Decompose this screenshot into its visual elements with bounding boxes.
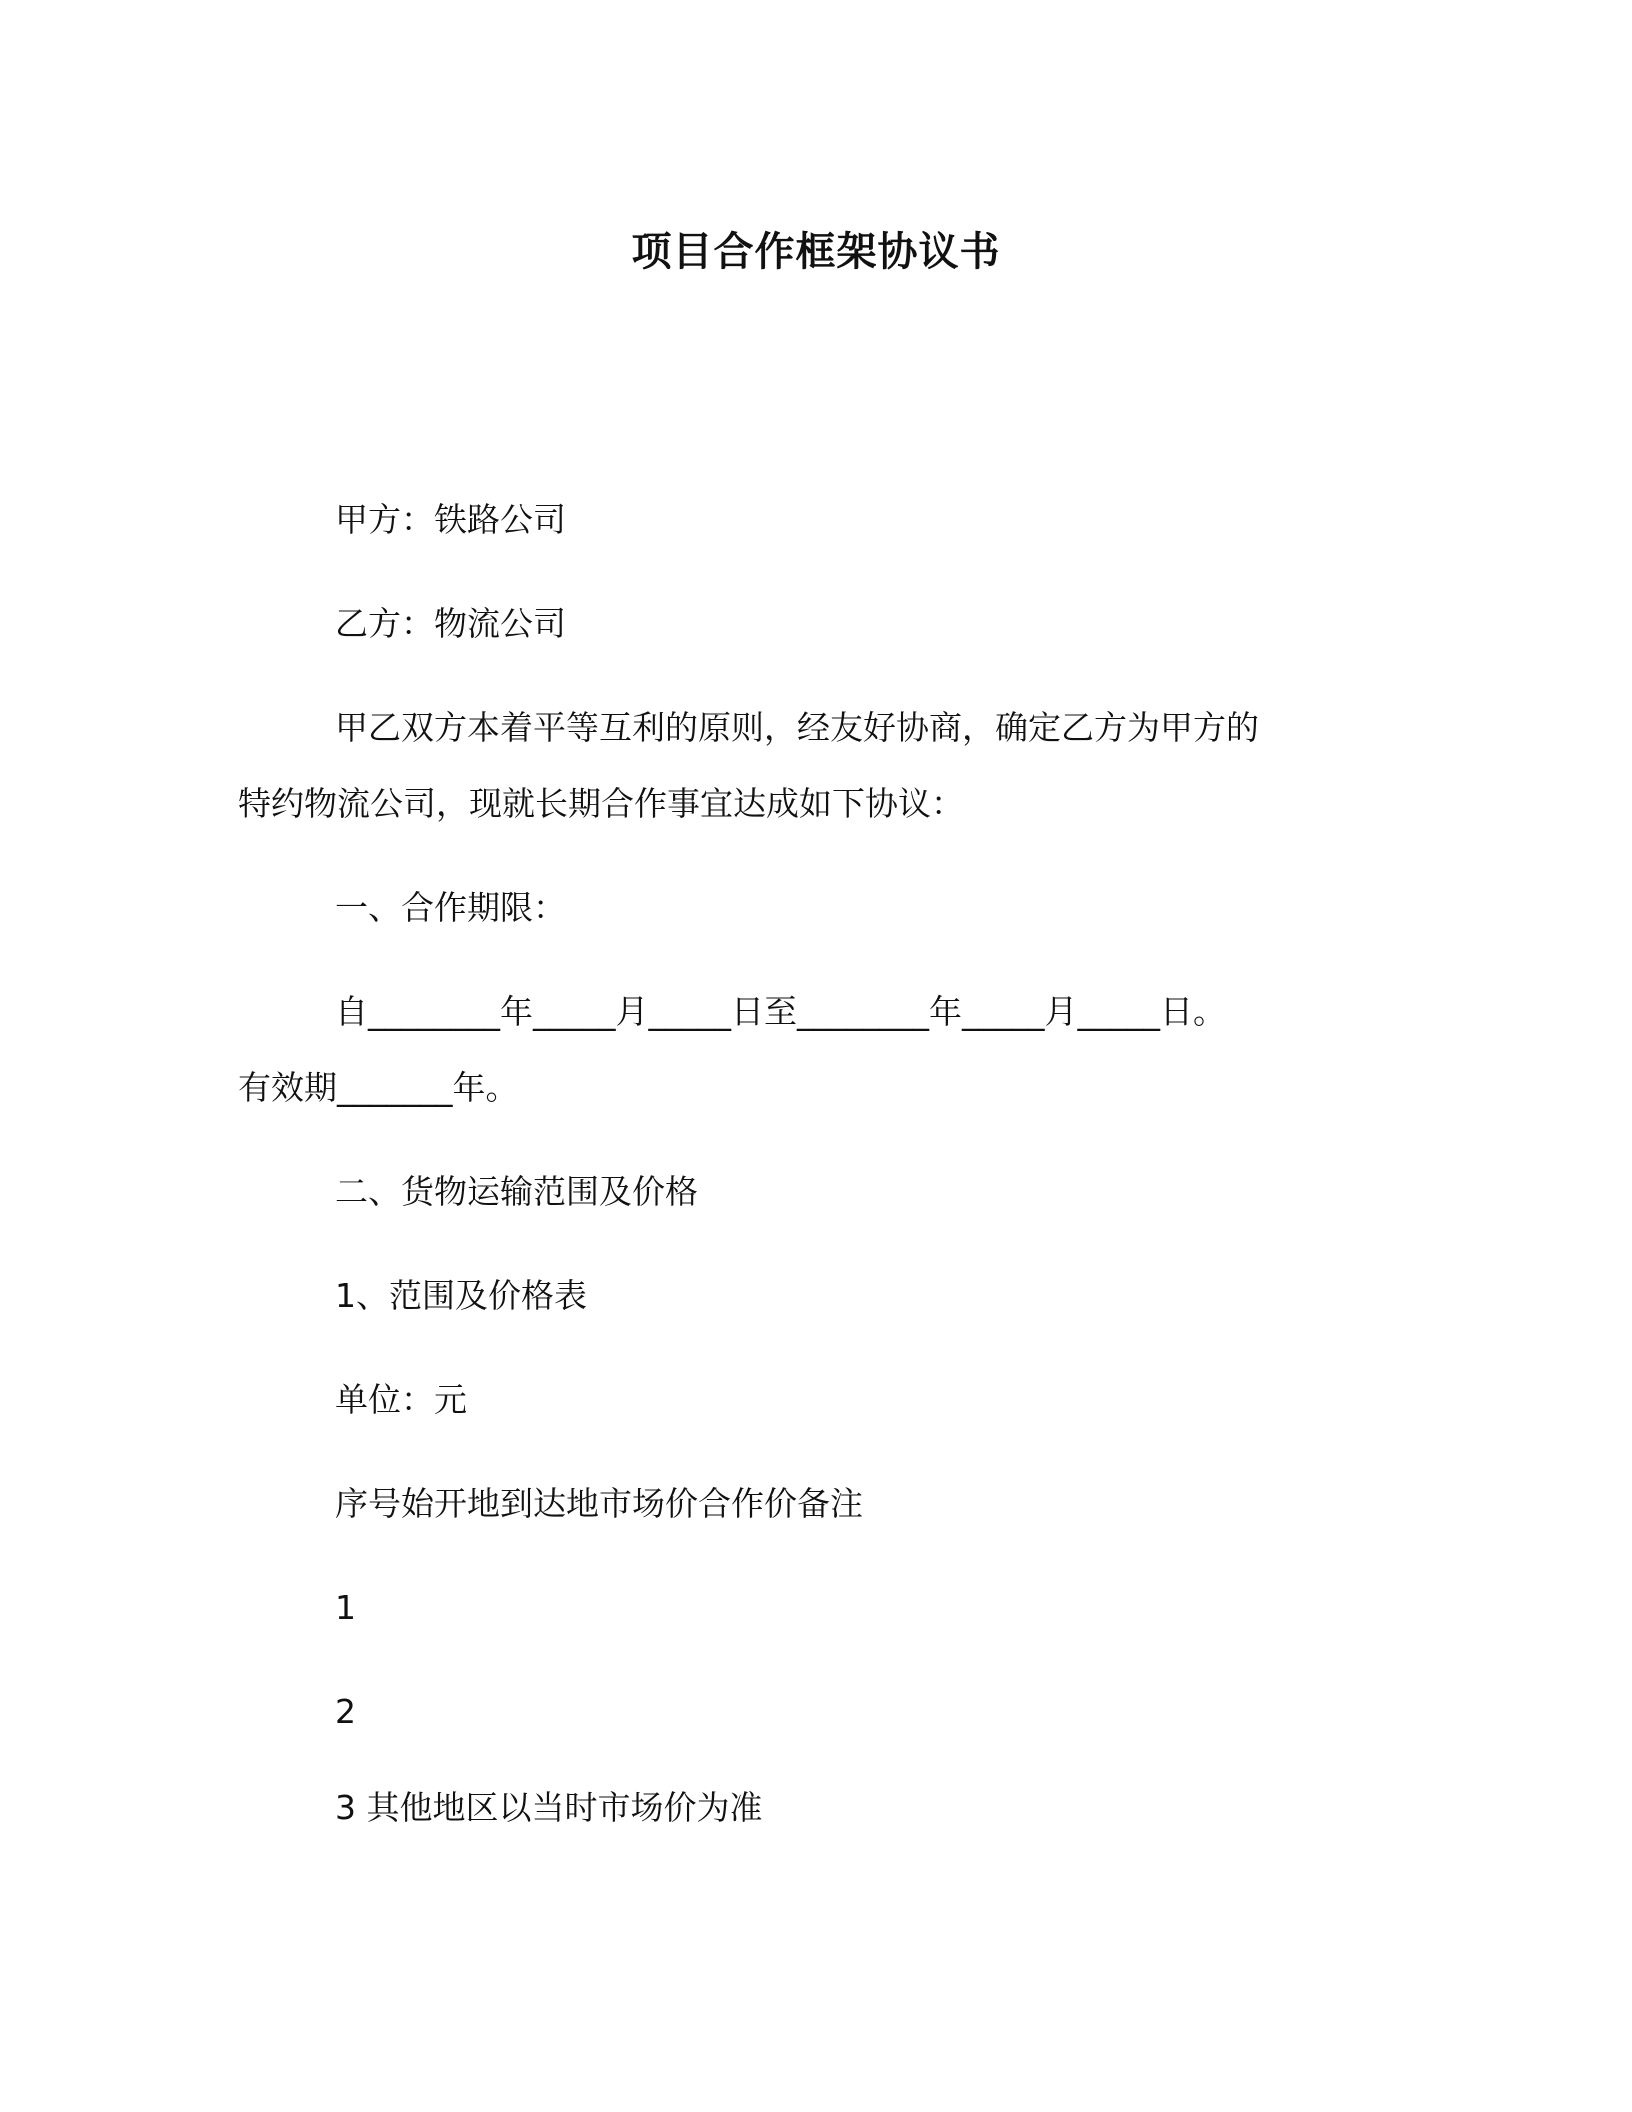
intro-paragraph-line-1: 甲乙双方本着平等互利的原则，经友好协商，确定乙方为甲方的 [335, 708, 1259, 747]
price-table-row-2: 2 [335, 1692, 356, 1731]
subsection-1-heading: 1、范围及价格表 [335, 1276, 587, 1315]
cooperation-period-line: 自________年_____月_____日至________年_____月_____日。 [335, 992, 1226, 1031]
unit-label: 单位：元 [335, 1380, 467, 1419]
section-1-heading: 一、合作期限： [335, 888, 566, 927]
price-table-row-1: 1 [335, 1588, 356, 1627]
party-a: 甲方：铁路公司 [335, 500, 566, 539]
party-b: 乙方：物流公司 [335, 604, 566, 643]
price-table-row-3: 3 其他地区以当时市场价为准 [335, 1788, 763, 1827]
intro-paragraph-line-2: 特约物流公司，现就长期合作事宜达成如下协议： [238, 784, 964, 823]
price-table-header: 序号始开地到达地市场价合作价备注 [335, 1484, 863, 1523]
validity-period-line: 有效期_______年。 [238, 1068, 519, 1107]
section-2-heading: 二、货物运输范围及价格 [335, 1172, 698, 1211]
document-title: 项目合作框架协议书 [631, 229, 1001, 275]
